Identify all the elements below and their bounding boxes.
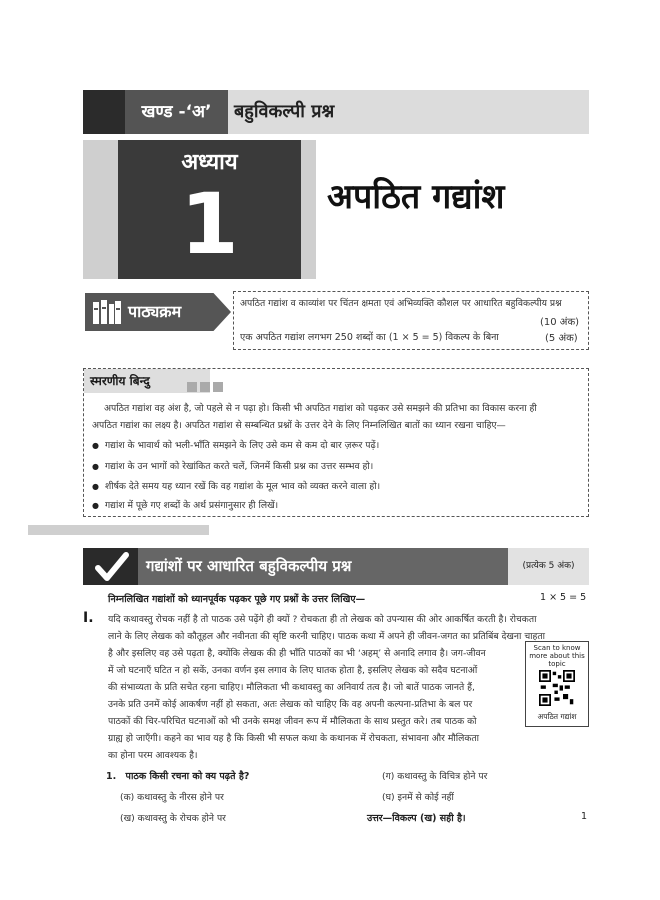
decor-square [187,382,197,392]
remember-point: ● गद्यांश के भावार्थ को भली-भाँति समझने के लिए उसे कम से कम दो बार ज़रूर पढ़ें। [92,438,582,451]
syllabus-line-1: अपठित गद्यांश व काव्यांश पर चिंतन क्षमता एवं अभिव्यक्ति कौशल पर आधारित बहुविकल्पीय प्रश्न [240,298,562,309]
qr-scan-text: Scan to know more about this topic [529,644,585,668]
syllabus-marks-2: (5 अंक) [545,333,578,344]
passage-line: में जो घटनाएँ घटित न हो सकें, उनका वर्णन इस लगाव के लिए घातक होता है, इसलिए लेखक को सदैव घटनाओं [108,665,478,676]
remember-point: ● गद्यांश में पूछे गए शब्दों के अर्थ प्रसंगानुसार ही लिखें। [92,498,582,511]
marks-formula: 1 × 5 = 5 [540,592,587,603]
passage-number: I. [83,610,94,626]
checkmark-icon [95,552,129,582]
passage-line: पाठकों की चिर-परिचित घटनाओं को भी उनके समक्ष जीवन रूप में मौलिकता के साथ प्रस्तुत करे। तब पाठक को [108,716,477,727]
section-title: बहुविकल्पी प्रश्न [234,101,335,122]
question-1 [106,769,249,782]
chapter-title: अपठित गद्यांश [327,177,505,217]
mcq-title: गद्यांशों पर आधारित बहुविकल्पीय प्रश्न [146,557,352,575]
books-icon [92,298,122,326]
chapter-box [118,140,301,279]
remember-title: स्मरणीय बिन्दु [84,369,210,393]
qr-label: अपठित गद्यांश [537,712,577,721]
passage-line: ग्राह्य हो जाएँगी। कहने का भाव यह है कि किसी भी सफल कथा के कथानक में रोचकता, संभावना और मौलिकता [108,733,480,744]
option-b[interactable]: (ख) कथावस्तु के रोचक होने पर [120,813,226,824]
chapter-label: अध्याय [181,150,238,175]
question-text: पाठक किसी रचना को क्य पढ़ते है? [125,771,250,782]
passage-line: लाने के लिए लेखक को कौतूहल और नवीनता की सृष्टि करनी चाहिए। पाठक कथा में अपने ही जीवन-जगत का प्रतिबिंब देखना चाहता [108,631,546,642]
passage-line: का होना परम आवश्यक है। [108,750,198,761]
section-tag: खण्ड -‘अ’ [125,90,228,134]
option-a[interactable]: (क) कथावस्तु के नीरस होने पर [120,792,224,803]
syllabus-label: पाठ्यक्रम [128,302,182,321]
section-header-accent [83,90,125,134]
passage-line: की संभाव्यता के प्रति सचेत रहना चाहिए। मौलिकता भी कथावस्तु का अनिवार्य तत्व है। जो बातें पाठक जानते हैं, [108,682,475,693]
remember-intro-line: अपठित गद्यांश का लक्ष्य है। अपठित गद्यांश से सम्बन्धित प्रश्नों के उत्तर देने के लिए निम्नलिखित बातों का ध्यान रखना चाहिए— [92,420,506,431]
option-d[interactable]: (घ) इनमें से कोई नहीं [382,792,454,803]
divider-bar [28,525,209,535]
chapter-number: 1 [180,175,239,273]
qr-code-box[interactable] [525,641,589,727]
mcq-marks: (प्रत्येक 5 अंक) [508,548,589,585]
remember-point: ● शीर्षक देते समय यह ध्यान रखें कि वह गद्यांश के मूल भाव को व्यक्त करने वाला हो। [92,479,582,492]
instruction: निम्नलिखित गद्यांशों को ध्यानपूर्वक पढ़कर पूछे गए प्रश्नों के उत्तर लिखिए— [108,594,366,605]
answer: उत्तर—विकल्प (ख) सही है। [367,813,466,824]
qr-code-icon[interactable] [539,670,575,706]
passage-line: है और इसलिए वह उसे पढ़ता है, क्योंकि लेखक की ही भाँति पाठकों का भी ‘अहम्’ से अनादि लगाव है। जग-जीवन [108,648,486,659]
option-c[interactable]: (ग) कथावस्तु के विचित्र होने पर [382,771,488,782]
remember-intro-line: अपठित गद्यांश वह अंश है, जो पहले से न पढ़ा हो। किसी भी अपठित गद्यांश को पढ़कर उसे समझने की प्रतिभा का विकास करना ही [104,403,537,414]
remember-point: ● गद्यांश के उन भागों को रेखांकित करते चलें, जिनमें किसी प्रश्न का उत्तर सम्भव हो। [92,459,582,472]
passage-line: उनके प्रति उनमें कोई आकर्षण नहीं हो सकता, अतः लेखक को चाहिए कि वह अपनी कल्पना-प्रतिभा के बल पर [108,699,473,710]
question-number: 1. [106,771,117,782]
page-number: 1 [581,811,588,822]
passage-line: यदि कथावस्तु रोचक नहीं है तो पाठक उसे पढ़ेंगे ही क्यों ? रोचकता ही तो लेखक को उपन्यास की ओर आकर्षित करती है। रोचकता [108,614,537,625]
decor-square [213,382,223,392]
syllabus-line-2: एक अपठित गद्यांश लगभग 250 शब्दों का (1 × 5 = 5) विकल्प के बिना [240,332,499,343]
syllabus-marks-1: (10 अंक) [540,317,580,328]
decor-square [200,382,210,392]
